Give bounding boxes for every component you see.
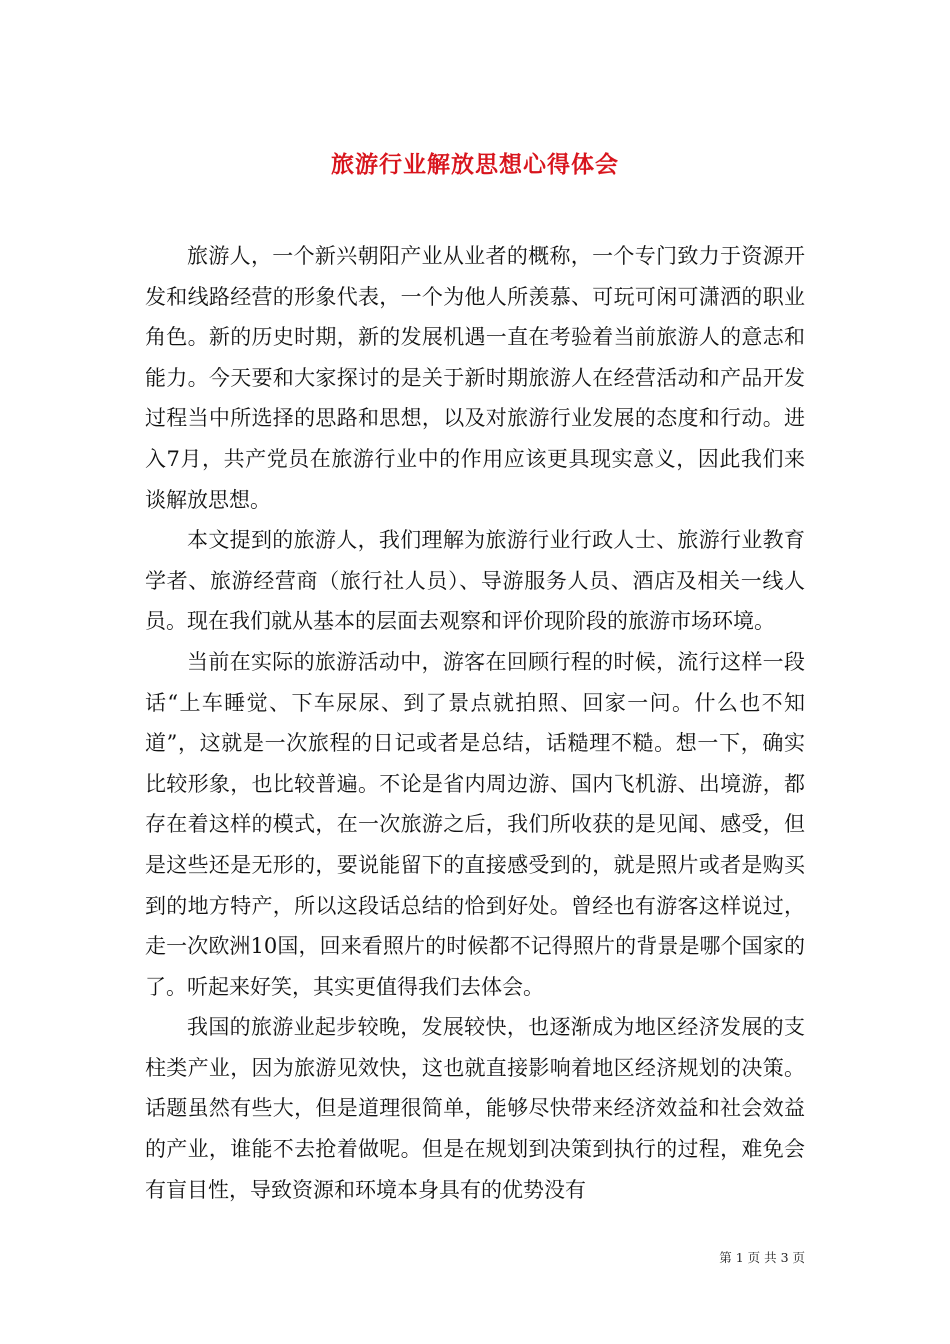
page-number-footer: 第 1 页 共 3 页 [719, 1250, 805, 1265]
paragraph-2: 本文提到的旅游人，我们理解为旅游行业行政人士、旅游行业教育学者、旅游经营商（旅行社人员）、导游服务人员、酒店及相关一线人员。现在我们就从基本的层面去观察和评价现阶段的旅游市场环境。 [145, 528, 805, 634]
paragraph-4: 我国的旅游业起步较晚，发展较快，也逐渐成为地区经济发展的支柱类产业，因为旅游见效快，这也就直接影响着地区经济规划的决策。话题虽然有些大，但是道理很简单，能够尽快带来经济效益和社会效益的产业，谁能不去抢着做呢。但是在规划到决策到执行的过程，难免会有盲目性，导致资源和环境本身具有的优势没有 [145, 1015, 805, 1202]
document-title: 旅游行业解放思想心得体会 [331, 151, 619, 179]
paragraph-3: 当前在实际的旅游活动中，游客在回顾行程的时候，流行这样一段话“上车睡觉、下车尿尿、到了景点就拍照、回家一问。什么也不知道”，这就是一次旅程的日记或者是总结，话糙理不糙。想一下，确实比较形象，也比较普遍。不论是省内周边游、国内飞机游、出境游，都存在着这样的模式，在一次旅游之后，我们所收获的是见闻、感受，但是这些还是无形的，要说能留下的直接感受到的，就是照片或者是购买到的地方特产，所以这段话总结的恰到好处。曾经也有游客这样说过，走一次欧洲10国，回来看照片的时候都不记得照片的背景是哪个国家的了。听起来好笑，其实更值得我们去体会。 [145, 649, 805, 999]
paragraph-1: 旅游人，一个新兴朝阳产业从业者的概称，一个专门致力于资源开发和线路经营的形象代表，一个为他人所羡慕、可玩可闲可潇洒的职业角色。新的历史时期，新的发展机遇一直在考验着当前旅游人的意志和能力。今天要和大家探讨的是关于新时期旅游人在经营活动和产品开发过程当中所选择的思路和思想，以及对旅游行业发展的态度和行动。进入7月，共产党员在旅游行业中的作用应该更具现实意义，因此我们来谈解放思想。 [145, 244, 805, 512]
document-body [145, 236, 805, 1210]
